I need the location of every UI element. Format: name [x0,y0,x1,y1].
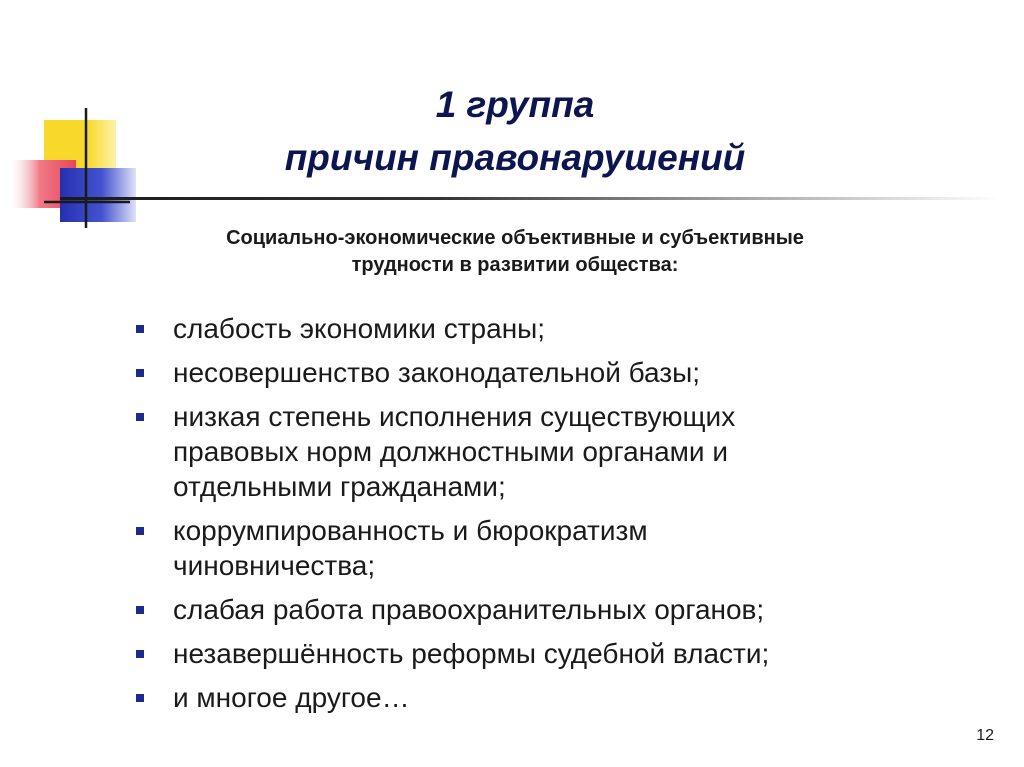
bullet-text: и многое другое… [173,682,410,713]
bullet-text: правовых норм должностными органами и [173,436,728,467]
square-bullet-icon [136,650,144,658]
bullet-text: низкая степень исполнения существующих [173,401,736,432]
bullet-list [133,311,923,724]
slide-title-line-1: 1 группа [435,84,595,125]
bullet-item [133,513,923,583]
title-rule [60,197,1000,200]
slide-subtitle-line-1: Социально-экономические объективные и субъективные [226,227,804,249]
slide-title-line-2: причин правонарушений [284,137,746,178]
square-bullet-icon [136,413,144,421]
page-number: 12 [976,727,994,744]
square-bullet-icon [136,369,144,377]
square-bullet-icon [136,325,144,333]
blue-square [60,168,136,222]
slide-subtitle-line-2: трудности в развитии общества: [351,254,679,276]
bullet-item [133,680,923,715]
bullet-text: незавершённость реформы судебной власти; [173,638,770,669]
bullet-item [133,311,923,346]
bullet-item [133,636,923,671]
square-bullet-icon [136,527,144,535]
bullet-text: коррумпированность и бюрократизм [173,515,648,546]
bullet-item [133,399,923,504]
bullet-text: чиновничества; [173,550,376,581]
bullet-text: несовершенство законодательной базы; [173,357,701,388]
bullet-text: слабость экономики страны; [173,313,546,344]
square-bullet-icon [136,606,144,614]
square-bullet-icon [136,694,144,702]
bullet-item [133,592,923,627]
bullet-item [133,355,923,390]
bullet-text: отдельными гражданами; [173,471,506,502]
bullet-text: слабая работа правоохранительных органов; [173,594,765,625]
